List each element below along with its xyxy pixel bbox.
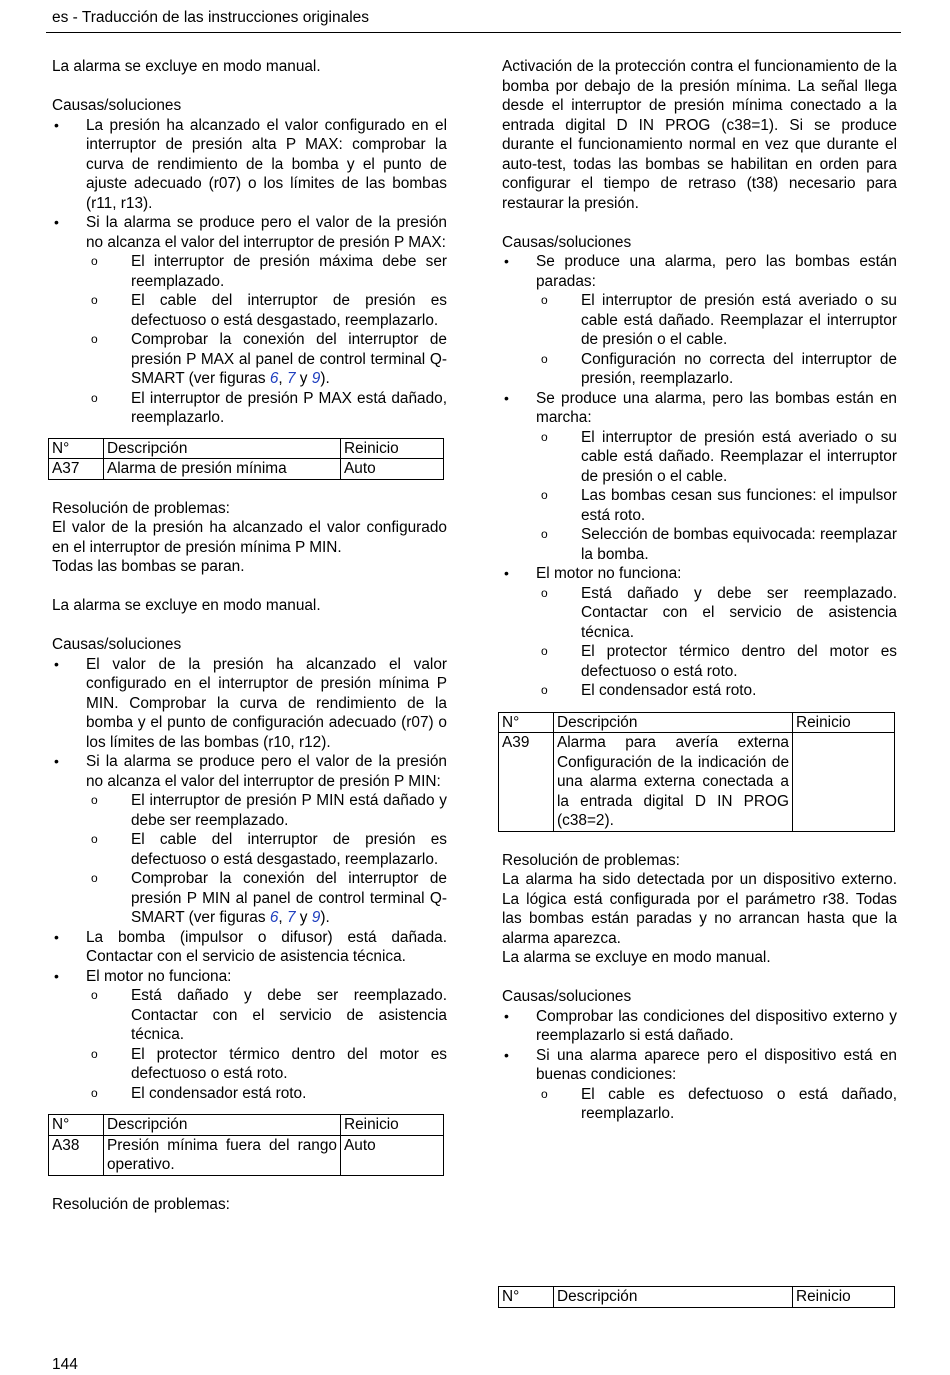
figure-link[interactable]: 9 <box>311 909 321 926</box>
figure-link[interactable]: 6 <box>269 909 279 926</box>
sub-list <box>536 291 897 389</box>
sub-list <box>536 1085 897 1124</box>
sub-list-item-text: Comprobar la conexión del interruptor de presión P MAX al panel de control terminal Q-SMART (ver figuras <box>131 331 447 387</box>
table-header-cell: N° <box>49 1115 104 1136</box>
list-item: • La presión ha alcanzado el valor configurado en el interruptor de presión alta P MAX: comprobar la curva de rendimiento de la bomba y el punto de ajuste adecuado (r07) o los límites de las bombas (r11, r13). <box>52 116 447 214</box>
alarm-table-a39 <box>498 712 895 832</box>
separator: , <box>278 909 287 926</box>
table-cell: Auto <box>341 459 444 480</box>
sub-list-item: o Está dañado y debe ser reemplazado. Contactar con el servicio de asistencia técnica. <box>86 986 447 1045</box>
alarm-table-next <box>498 1286 895 1308</box>
causes-label: Causas/soluciones <box>52 97 182 114</box>
sub-list-item: o El condensador está roto. <box>536 681 897 701</box>
table-cell <box>793 733 895 832</box>
sub-list <box>86 791 447 928</box>
figure-link[interactable]: 7 <box>286 370 296 387</box>
table-header-cell: N° <box>49 438 104 459</box>
separator: ). <box>320 909 330 926</box>
separator: ). <box>320 370 330 387</box>
right-column <box>502 57 897 1124</box>
list-item <box>502 1046 897 1124</box>
sub-list-item <box>86 869 447 928</box>
paragraph: La alarma se excluye en modo manual. <box>502 949 771 966</box>
sub-list <box>536 428 897 565</box>
list-item-text: El motor no funciona: <box>86 967 232 985</box>
list-item: • El valor de la presión ha alcanzado el valor configurado en el interruptor de presión mínima P MIN. Comprobar la curva de rendimiento de la bomba y el punto de configuración adecuado (r07) o los límites de las bombas (r10, r12). <box>52 655 447 753</box>
sub-list-item: o El interruptor de presión P MIN está dañado y debe ser reemplazado. <box>86 791 447 830</box>
paragraph: La alarma se excluye en modo manual. <box>52 597 321 614</box>
header-rule <box>46 32 901 33</box>
sub-list-item: o El interruptor de presión está averiado o su cable está dañado. Reemplazar el interruptor de presión o el cable. <box>536 428 897 487</box>
table-cell: Presión mínima fuera del rango operativo. <box>104 1135 341 1175</box>
table-row <box>499 733 895 832</box>
page-number: 144 <box>52 1356 78 1373</box>
table-cell: Alarma de presión mínima <box>104 459 341 480</box>
table-cell: A39 <box>499 733 554 832</box>
table-header-cell: Descripción <box>104 1115 341 1136</box>
table-cell: A38 <box>49 1135 104 1175</box>
paragraph: El valor de la presión ha alcanzado el valor configurado en el interruptor de presión mínima P MIN. <box>52 519 447 556</box>
sub-list <box>536 584 897 701</box>
table-header-cell: Reinicio <box>793 712 895 733</box>
list-item-text: Si la alarma se produce pero el valor de la presión no alcanza el valor del interruptor de presión P MAX: <box>86 214 447 251</box>
table-cell: Auto <box>341 1135 444 1175</box>
sub-list-item: o El condensador está roto. <box>86 1084 447 1104</box>
paragraph: La alarma ha sido detectada por un dispositivo externo. La lógica está configurada por el parámetro r38. Todas las bombas están paradas y no arrancan hasta que la alarma aparezca. <box>502 871 897 947</box>
list-item-text: Se produce una alarma, pero las bombas están en marcha: <box>536 389 897 426</box>
paragraph: Todas las bombas se paran. <box>52 558 245 575</box>
sub-list-item: o El protector térmico dentro del motor es defectuoso o está roto. <box>86 1045 447 1084</box>
causes-list <box>502 252 897 701</box>
table-header-cell: Descripción <box>554 712 793 733</box>
table-header-row <box>49 1115 444 1136</box>
list-item <box>52 967 447 1104</box>
list-item: • La bomba (impulsor o difusor) está dañada. Contactar con el servicio de asistencia técnica. <box>52 928 447 967</box>
list-item-text: El motor no funciona: <box>536 565 682 582</box>
list-item <box>502 564 897 701</box>
alarm-table-a38 <box>48 1114 444 1176</box>
sub-list-item: o El interruptor de presión está averiado o su cable está dañado. Reemplazar el interruptor de presión o el cable. <box>536 291 897 350</box>
table-header-row <box>499 712 895 733</box>
list-item <box>52 213 447 428</box>
figure-link[interactable]: 6 <box>269 370 279 387</box>
causes-list <box>502 1007 897 1124</box>
sub-list-item: o El protector térmico dentro del motor es defectuoso o está roto. <box>536 642 897 681</box>
list-item <box>502 252 897 389</box>
table-cell: A37 <box>49 459 104 480</box>
table-header-cell: Descripción <box>104 438 341 459</box>
table-row <box>49 1135 444 1175</box>
table-header-cell: N° <box>499 712 554 733</box>
alarm-table-a37 <box>48 438 444 480</box>
sub-list <box>86 986 447 1103</box>
sub-list <box>86 252 447 428</box>
table-header-cell: N° <box>499 1287 554 1308</box>
separator: y <box>295 370 312 387</box>
sub-list-item-text: Comprobar la conexión del interruptor de presión P MIN al panel de control terminal Q-SMART (ver figuras <box>131 870 447 926</box>
figure-link[interactable]: 7 <box>286 909 296 926</box>
table-cell: Alarma para avería externa Configuración de la indicación de una alarma externa conectada a la entrada digital D IN PROG (c38=2). <box>554 733 793 832</box>
list-item-text: Si la alarma se produce pero el valor de la presión no alcanza el valor del interruptor de presión P MIN: <box>86 753 447 790</box>
causes-label: Causas/soluciones <box>502 988 632 1005</box>
sub-list-item <box>86 330 447 389</box>
causes-list <box>52 116 447 428</box>
separator: y <box>295 909 312 926</box>
page-header: es - Traducción de las instrucciones originales <box>52 9 370 26</box>
sub-list-item: o El cable es defectuoso o está dañado, reemplazarlo. <box>536 1085 897 1124</box>
sub-list-item: o Las bombas cesan sus funciones: el impulsor está roto. <box>536 486 897 525</box>
section-label: Resolución de problemas: <box>52 499 230 517</box>
list-item: • Comprobar las condiciones del dispositivo externo y reemplazarlo si está dañado. <box>502 1007 897 1046</box>
table-header-cell: Reinicio <box>341 1115 444 1136</box>
table-header-cell: Reinicio <box>341 438 444 459</box>
causes-list <box>52 655 447 1104</box>
table-header-row <box>49 438 444 459</box>
sub-list-item: o El cable del interruptor de presión es defectuoso o está desgastado, reemplazarlo. <box>86 830 447 869</box>
sub-list-item: o El interruptor de presión máxima debe ser reemplazado. <box>86 252 447 291</box>
section-label: Resolución de problemas: <box>502 851 680 869</box>
list-item-text: Se produce una alarma, pero las bombas están paradas: <box>536 253 897 290</box>
left-column <box>52 57 447 1214</box>
table-header-cell: Descripción <box>554 1287 793 1308</box>
paragraph: Activación de la protección contra el funcionamiento de la bomba por debajo de la presión mínima. La señal llega desde el interruptor de presión mínima conectado a la entrada digital D IN PROG (c38=1). Si se produce durante el funcionamiento normal en vez que durante el auto-test, todas las bombas se habilitan en orden para configurar el tiempo de retraso (t38) necesario para restaurar la presión. <box>502 58 897 212</box>
table-row <box>49 459 444 480</box>
table-header-cell: Reinicio <box>793 1287 895 1308</box>
separator: , <box>278 370 287 387</box>
sub-list-item: o El cable del interruptor de presión es defectuoso o está desgastado, reemplazarlo. <box>86 291 447 330</box>
table-header-row <box>499 1287 895 1308</box>
sub-list-item: o Configuración no correcta del interruptor de presión, reemplazarlo. <box>536 350 897 389</box>
sub-list-item: o Selección de bombas equivocada: reemplazar la bomba. <box>536 525 897 564</box>
paragraph: La alarma se excluye en modo manual. <box>52 58 321 75</box>
list-item <box>502 389 897 565</box>
list-item <box>52 752 447 928</box>
sub-list-item: o El interruptor de presión P MAX está dañado, reemplazarlo. <box>86 389 447 428</box>
list-item-text: Si una alarma aparece pero el dispositivo está en buenas condiciones: <box>536 1046 897 1083</box>
causes-label: Causas/soluciones <box>502 233 632 251</box>
sub-list-item: o Está dañado y debe ser reemplazado. Contactar con el servicio de asistencia técnica. <box>536 584 897 643</box>
causes-label: Causas/soluciones <box>52 636 182 653</box>
section-label: Resolución de problemas: <box>52 1195 230 1213</box>
figure-link[interactable]: 9 <box>311 370 321 387</box>
